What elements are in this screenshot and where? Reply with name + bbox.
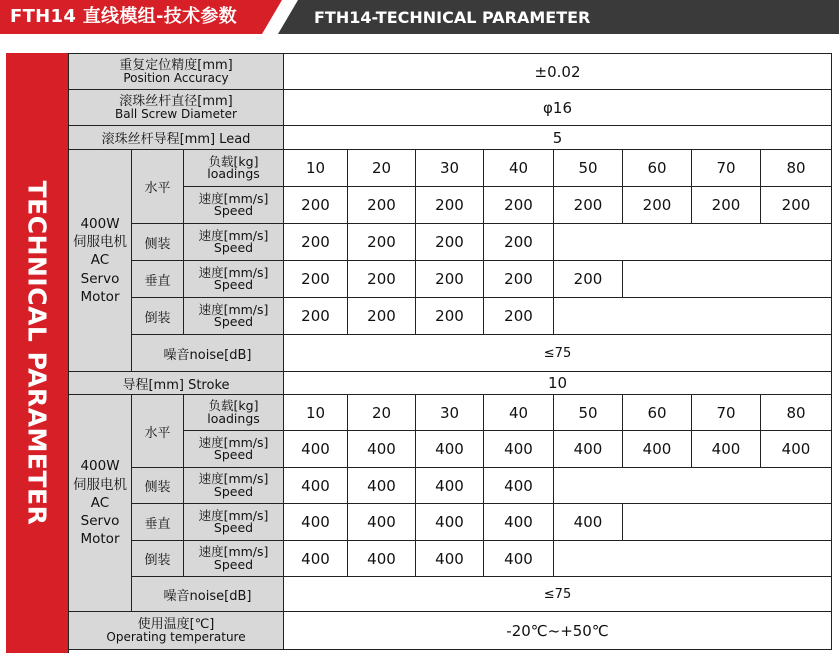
- temperature-label: [69, 612, 284, 650]
- b2-vertical-speed-cell-4: 400: [484, 504, 554, 541]
- speed-cn: 速度[mm/s]: [198, 190, 269, 206]
- b1-load-cell-5: 50: [554, 150, 623, 187]
- b1-vertical-speed-cell-1: 200: [284, 261, 348, 298]
- position-accuracy-label: [69, 54, 284, 90]
- motor-type-cn: 伺服电机: [73, 234, 127, 251]
- side-band-text: TECHNICAL PARAMETER: [22, 180, 52, 526]
- stroke-value: 10: [284, 372, 832, 395]
- side-label-block2: 侧装: [132, 468, 184, 504]
- ball-screw-diameter-cn: 滚珠丝杆直径[mm]: [119, 94, 233, 109]
- speed-cn: 速度[mm/s]: [198, 264, 269, 280]
- speed-cn: 速度[mm/s]: [198, 301, 269, 317]
- noise-value-block1: ≤75: [284, 335, 832, 372]
- motor-servo: Servo: [80, 270, 120, 287]
- inverted-speed-label-block2: [184, 541, 284, 577]
- b1-side-speed-cell-2: 200: [348, 224, 416, 261]
- motor-label-block2: [69, 395, 132, 612]
- motor-motor: Motor: [80, 531, 120, 548]
- b2-side-speed-cell-1: 400: [284, 468, 348, 504]
- speed-en: Speed: [213, 240, 254, 255]
- b2-inverted-speed-cell-2: 400: [348, 541, 416, 577]
- horizontal-label-block1: 水平: [132, 150, 184, 224]
- b2-horizontal-speed-cell-4: 400: [484, 431, 554, 468]
- motor-label-block1: [69, 150, 132, 372]
- stroke-label: 导程[mm] Stroke: [69, 372, 284, 395]
- lead-value: 5: [284, 126, 832, 150]
- motor-servo: Servo: [80, 513, 120, 530]
- header-title-cn: FTH14 直线模组-技术参数: [10, 6, 237, 27]
- b1-side-speed-cell-1: 200: [284, 224, 348, 261]
- speed-cn: 速度[mm/s]: [198, 471, 269, 487]
- b1-horizontal-speed-cell-7: 200: [692, 187, 761, 224]
- vertical-speed-label-block1: [184, 261, 284, 298]
- b2-vertical-speed-cell-1: 400: [284, 504, 348, 541]
- side-speed-label-block1: [184, 224, 284, 261]
- load-label-block1: [184, 150, 284, 187]
- b2-load-cell-1: 10: [284, 395, 348, 431]
- speed-en: Speed: [213, 203, 254, 218]
- speed-en: Speed: [213, 277, 254, 292]
- b2-load-cell-5: 50: [554, 395, 623, 431]
- motor-motor: Motor: [80, 288, 120, 305]
- b1-horizontal-speed-cell-5: 200: [554, 187, 623, 224]
- load-cn: 负载[kg]: [208, 398, 259, 414]
- b1-horizontal-speed-cell-1: 200: [284, 187, 348, 224]
- b1-load-cell-3: 30: [416, 150, 484, 187]
- position-accuracy-value: ±0.02: [284, 54, 832, 90]
- motor-power: 400W: [80, 215, 120, 232]
- position-accuracy-cn: 重复定位精度[mm]: [119, 58, 233, 73]
- vertical-label-block2: 垂直: [132, 504, 184, 541]
- ball-screw-diameter-value: φ16: [284, 90, 832, 126]
- b1-vertical-speed-cell-2: 200: [348, 261, 416, 298]
- noise-label-block1: 噪音noise[dB]: [132, 335, 284, 372]
- b2-horizontal-speed-cell-8: 400: [761, 431, 832, 468]
- side-speed-label-block2: [184, 468, 284, 504]
- b2-vertical-speed-cell-3: 400: [416, 504, 484, 541]
- speed-en: Speed: [213, 520, 254, 535]
- speed-cn: 速度[mm/s]: [198, 434, 269, 450]
- b1-horizontal-speed-cell-2: 200: [348, 187, 416, 224]
- noise-value-block2: ≤75: [284, 577, 832, 612]
- b2-horizontal-speed-cell-7: 400: [692, 431, 761, 468]
- temperature-en: Operating temperature: [106, 630, 246, 644]
- motor-power: 400W: [80, 458, 120, 475]
- b2-vertical-speed-cell-2: 400: [348, 504, 416, 541]
- b1-vertical-speed-cell-5: 200: [554, 261, 623, 298]
- b2-side-speed-cell-4: 400: [484, 468, 554, 504]
- ball-screw-diameter-en: Ball Screw Diameter: [115, 107, 237, 121]
- b1-side-speed-cell-3: 200: [416, 224, 484, 261]
- motor-type-cn: 伺服电机: [73, 476, 127, 493]
- position-accuracy-en: Position Accuracy: [123, 71, 229, 85]
- empty-cell: [554, 541, 832, 577]
- b1-horizontal-speed-cell-3: 200: [416, 187, 484, 224]
- speed-cn: 速度[mm/s]: [198, 507, 269, 523]
- horizontal-speed-label-block1: [184, 187, 284, 224]
- vertical-label-block1: 垂直: [132, 261, 184, 298]
- b1-load-cell-8: 80: [761, 150, 832, 187]
- b1-horizontal-speed-cell-4: 200: [484, 187, 554, 224]
- empty-cell: [554, 298, 832, 335]
- load-en: loadings: [207, 166, 260, 181]
- b1-inverted-speed-cell-3: 200: [416, 298, 484, 335]
- empty-cell: [623, 504, 832, 541]
- vertical-speed-label-block2: [184, 504, 284, 541]
- lead-label: 滚珠丝杆导程[mm] Lead: [69, 126, 284, 150]
- b1-load-cell-7: 70: [692, 150, 761, 187]
- speed-cn: 速度[mm/s]: [198, 227, 269, 243]
- empty-cell: [554, 224, 832, 261]
- horizontal-speed-label-block2: [184, 431, 284, 468]
- b2-horizontal-speed-cell-6: 400: [623, 431, 692, 468]
- b2-horizontal-speed-cell-5: 400: [554, 431, 623, 468]
- b2-load-cell-8: 80: [761, 395, 832, 431]
- b2-side-speed-cell-2: 400: [348, 468, 416, 504]
- b1-side-speed-cell-4: 200: [484, 224, 554, 261]
- temperature-cn: 使用温度[℃]: [137, 617, 215, 632]
- speed-en: Speed: [213, 483, 254, 499]
- empty-cell: [554, 468, 832, 504]
- b1-inverted-speed-cell-4: 200: [484, 298, 554, 335]
- motor-ac: AC: [90, 494, 110, 511]
- b1-vertical-speed-cell-4: 200: [484, 261, 554, 298]
- speed-en: Speed: [213, 314, 254, 329]
- empty-cell: [623, 261, 832, 298]
- temperature-value: -20℃~+50℃: [284, 612, 832, 650]
- b1-horizontal-speed-cell-6: 200: [623, 187, 692, 224]
- b2-horizontal-speed-cell-3: 400: [416, 431, 484, 468]
- header-title-en: FTH14-TECHNICAL PARAMETER: [314, 8, 591, 27]
- b2-inverted-speed-cell-1: 400: [284, 541, 348, 577]
- inverted-label-block2: 倒装: [132, 541, 184, 577]
- load-cn: 负载[kg]: [208, 153, 259, 169]
- load-en: loadings: [207, 410, 260, 426]
- b2-load-cell-2: 20: [348, 395, 416, 431]
- b2-horizontal-speed-cell-2: 400: [348, 431, 416, 468]
- b1-load-cell-4: 40: [484, 150, 554, 187]
- b2-inverted-speed-cell-3: 400: [416, 541, 484, 577]
- b2-load-cell-6: 60: [623, 395, 692, 431]
- noise-label-block2: 噪音noise[dB]: [132, 577, 284, 612]
- b1-vertical-speed-cell-3: 200: [416, 261, 484, 298]
- b1-inverted-speed-cell-2: 200: [348, 298, 416, 335]
- speed-en: Speed: [213, 556, 254, 572]
- b2-load-cell-3: 30: [416, 395, 484, 431]
- inverted-label-block1: 倒装: [132, 298, 184, 335]
- speed-cn: 速度[mm/s]: [198, 544, 269, 560]
- motor-ac: AC: [90, 252, 110, 269]
- b2-load-cell-7: 70: [692, 395, 761, 431]
- ball-screw-diameter-label: [69, 90, 284, 126]
- horizontal-label-block2: 水平: [132, 395, 184, 468]
- side-label-block1: 侧装: [132, 224, 184, 261]
- b2-inverted-speed-cell-4: 400: [484, 541, 554, 577]
- b2-load-cell-4: 40: [484, 395, 554, 431]
- inverted-speed-label-block1: [184, 298, 284, 335]
- b1-load-cell-2: 20: [348, 150, 416, 187]
- b2-horizontal-speed-cell-1: 400: [284, 431, 348, 468]
- b1-inverted-speed-cell-1: 200: [284, 298, 348, 335]
- b2-side-speed-cell-3: 400: [416, 468, 484, 504]
- b1-load-cell-1: 10: [284, 150, 348, 187]
- b1-load-cell-6: 60: [623, 150, 692, 187]
- b1-horizontal-speed-cell-8: 200: [761, 187, 832, 224]
- speed-en: Speed: [213, 447, 254, 462]
- load-label-block2: [184, 395, 284, 431]
- b2-vertical-speed-cell-5: 400: [554, 504, 623, 541]
